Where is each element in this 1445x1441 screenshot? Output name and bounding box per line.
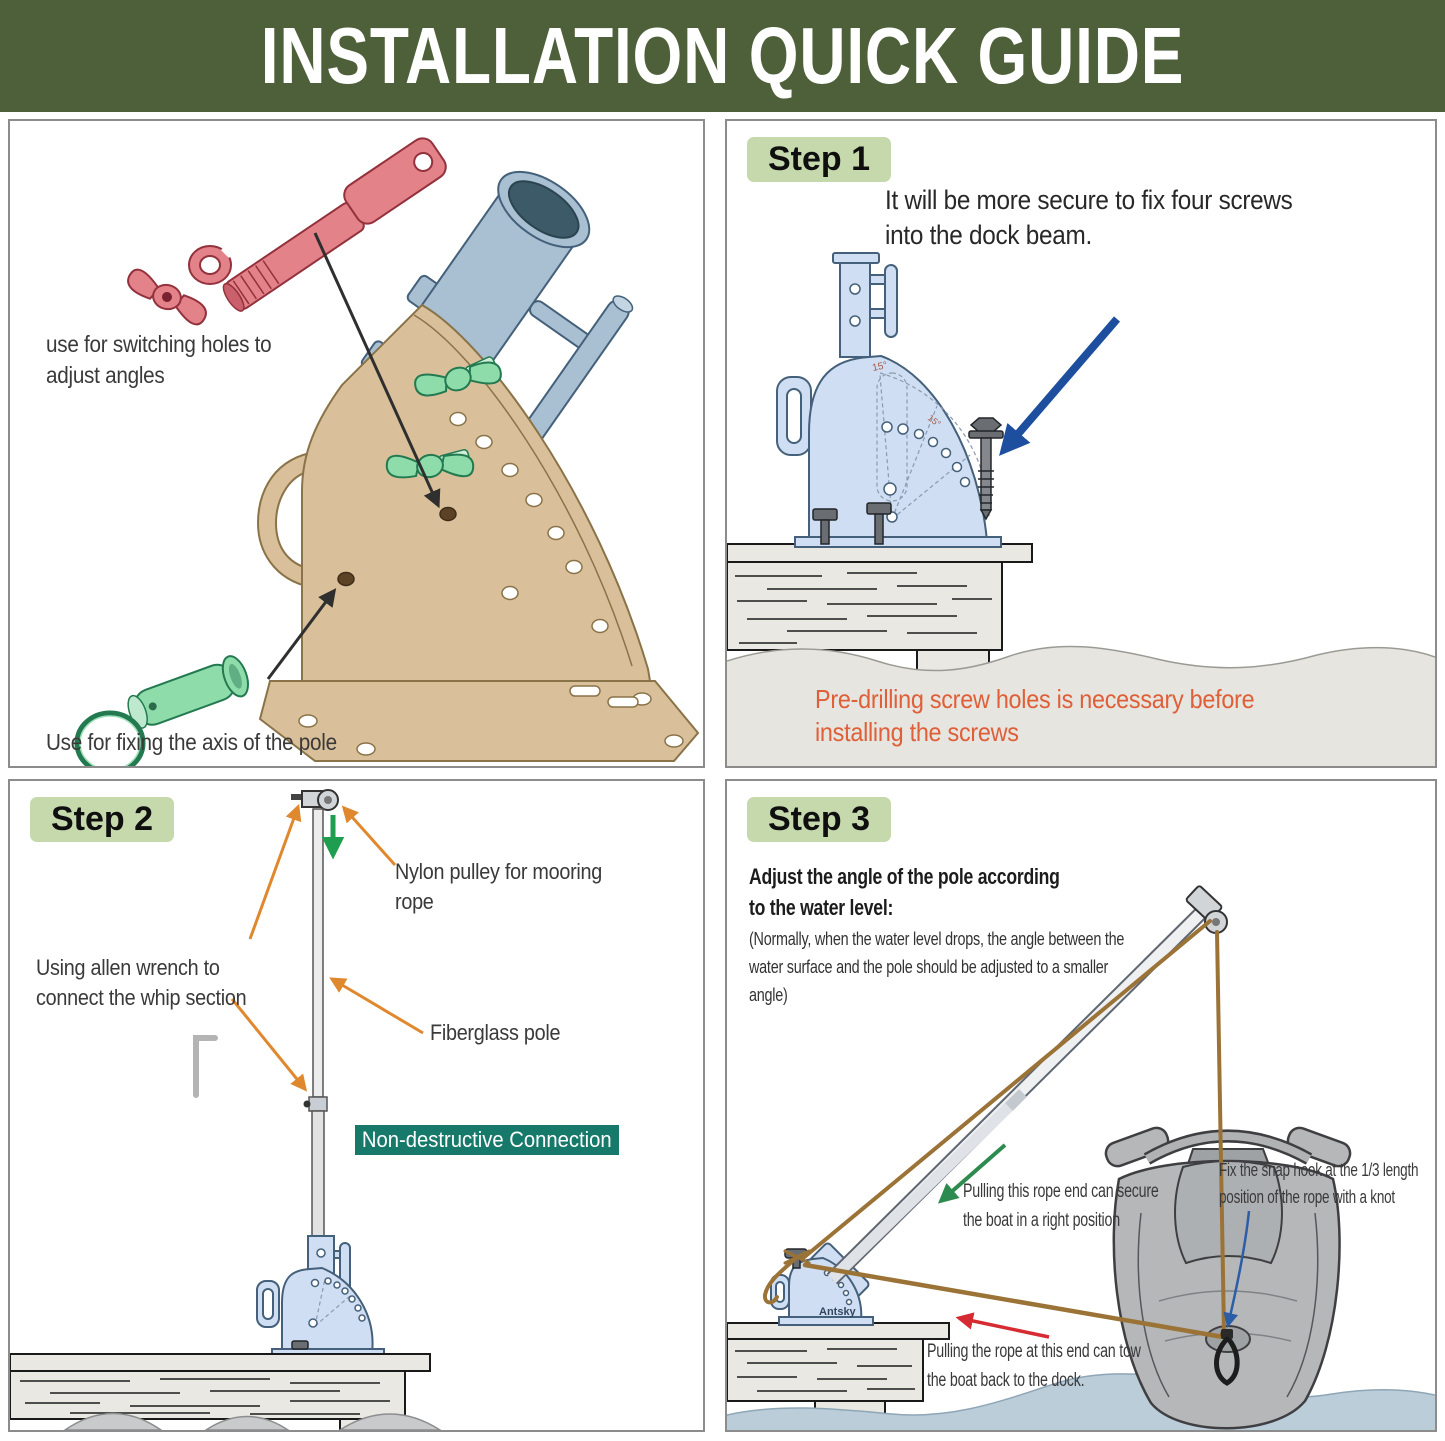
pulley-label: Nylon pulley for mooring rope bbox=[395, 859, 603, 914]
lock-washer-icon bbox=[189, 246, 231, 284]
snap-hook-label: Fix the snap hook at the 1/3 length position of the rope with a knot bbox=[1219, 1160, 1419, 1207]
axis-label: Use for fixing the axis of the pole bbox=[46, 729, 337, 755]
allen-wrench-icon bbox=[196, 1038, 215, 1095]
pointer-arrow-orange bbox=[332, 979, 423, 1033]
switch-holes-label: use for switching holes to adjust angles bbox=[46, 331, 272, 388]
step3-badge: Step 3 bbox=[747, 797, 891, 842]
pointer-arrow-orange bbox=[250, 807, 298, 939]
predrill-warning: Pre-drilling screw holes is necessary before installing the screws bbox=[815, 684, 1255, 747]
connection-callout: Non-destructive Connection bbox=[355, 1125, 619, 1155]
allen-wrench-label: Using allen wrench to connect the whip section bbox=[36, 955, 247, 1010]
pulley-icon bbox=[291, 790, 338, 810]
step1-badge: Step 1 bbox=[747, 137, 891, 182]
panel-step1 bbox=[725, 119, 1437, 768]
angle-marking: 15° bbox=[925, 412, 943, 429]
fiberglass-pole bbox=[304, 809, 328, 1239]
banner bbox=[0, 0, 1445, 112]
step3-heading: Adjust the angle of the pole according to the water level: bbox=[749, 864, 1060, 920]
axis-hole bbox=[338, 573, 354, 586]
pointer-arrow-blue bbox=[1005, 319, 1117, 449]
panel-step2 bbox=[8, 779, 705, 1432]
step3-note: (Normally, when the water level drops, the angle between the water surface and the pole should be adjusted to a smaller angle) bbox=[749, 929, 1125, 1005]
clevis-pin-icon bbox=[123, 653, 253, 735]
step2-badge: Step 2 bbox=[30, 797, 174, 842]
panel-step3 bbox=[725, 779, 1437, 1432]
tow-direction-arrow bbox=[959, 1318, 1049, 1337]
brand-label: Antsky bbox=[819, 1306, 856, 1318]
pointer-arrow-orange bbox=[344, 808, 395, 865]
mooring-whip-base bbox=[257, 1236, 384, 1358]
angle-adjust-hole bbox=[440, 508, 456, 521]
panel-parts-overview bbox=[8, 119, 705, 768]
fiberglass-pole-label: Fiberglass pole bbox=[430, 1020, 561, 1045]
step1-heading: It will be more secure to fix four screws into the dock beam. bbox=[885, 185, 1293, 250]
tow-rope-label: Pulling the rope at this end can tow the boat back to the dock. bbox=[927, 1341, 1141, 1391]
angle-marking: 15° bbox=[871, 360, 889, 374]
mooring-whip-base bbox=[777, 253, 1001, 547]
page-title: INSTALLATION QUICK GUIDE bbox=[260, 11, 1185, 100]
exploded-bracket-illustration bbox=[10, 121, 703, 766]
secure-rope-label: Pulling this rope end can secure the boat in a right position bbox=[963, 1181, 1159, 1231]
